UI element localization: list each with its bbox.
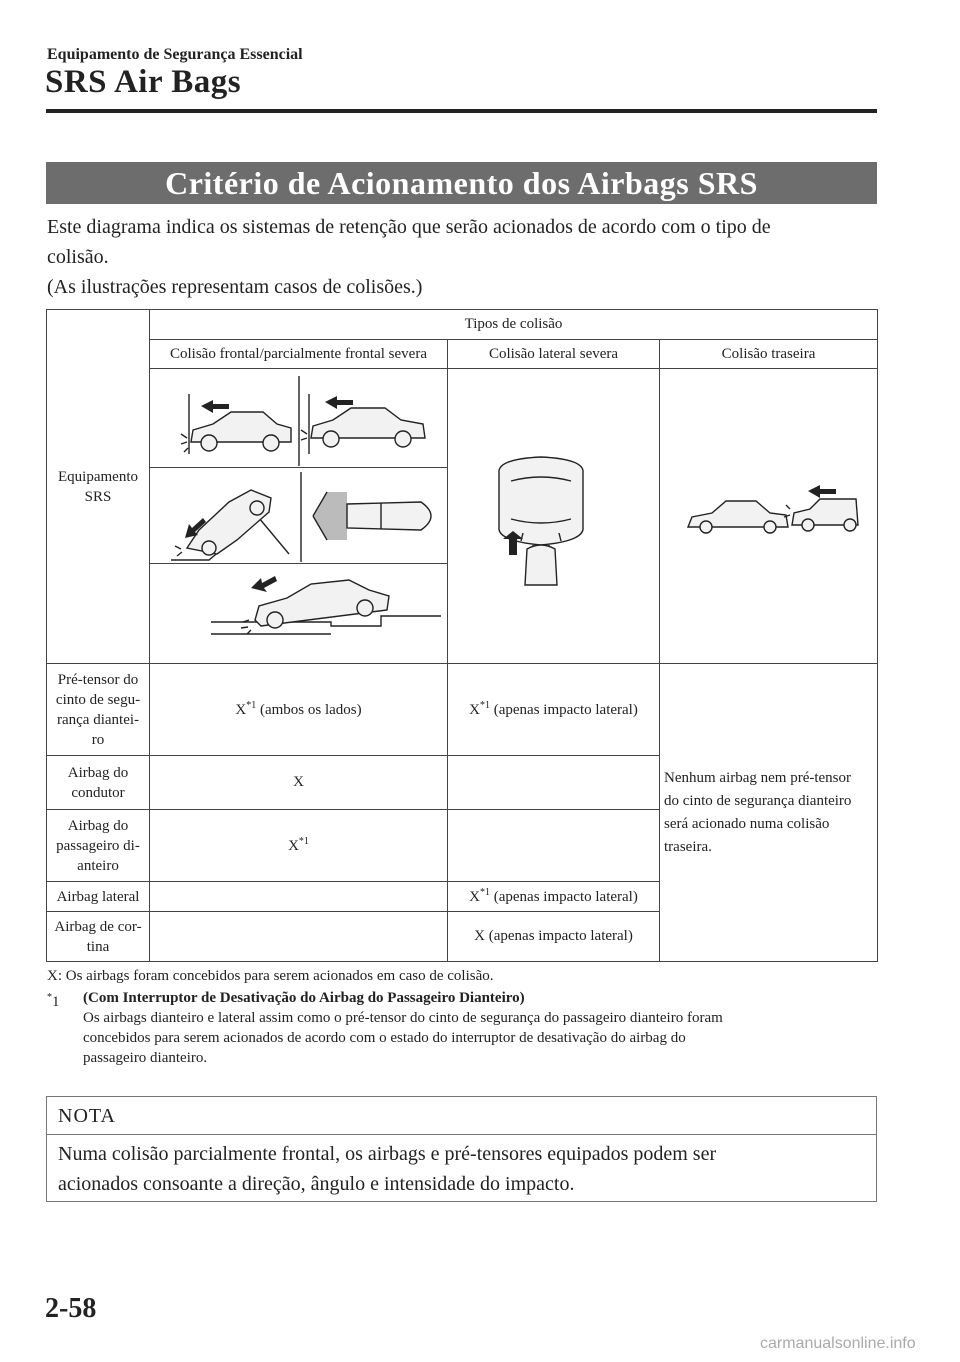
note-body	[47, 1135, 876, 1203]
row-label-pretensioner-line-2: cinto de segu-	[55, 691, 141, 708]
row-label-driver-airbag	[47, 756, 150, 810]
passenger-frontal-cell	[150, 810, 448, 882]
row-label-passenger-airbag	[47, 810, 150, 882]
row-label-pretensioner-line-3: rança diantei-	[56, 711, 140, 728]
watermark: carmanualsonline.info	[760, 1335, 916, 1352]
footnote-1-line-1: Os airbags dianteiro e lateral assim como o pré-tensor do cinto de segurança do passageiro dianteiro foram	[83, 1010, 723, 1026]
note-heading: NOTA	[47, 1097, 876, 1135]
footnote-1-number: 1	[52, 994, 60, 1010]
row-label-pretensioner-line-4: ro	[91, 731, 105, 748]
intro-paragraph	[47, 212, 877, 302]
pretensioner-frontal-footnote-ref: *1	[246, 700, 257, 711]
intro-line-1: Este diagrama indica os sistemas de retenção que serão acionados de acordo com o tipo de	[47, 216, 771, 238]
footnote-1-star: *	[47, 992, 52, 1003]
footnote-1-marker	[47, 988, 83, 1068]
row-label-curtain-line-1: Airbag de cor-	[54, 918, 142, 935]
side-airbag-side-detail: (apenas impacto lateral)	[493, 889, 638, 905]
rear-note-line-1: Nenhum airbag nem pré-tensor	[664, 769, 852, 786]
rear-collision-illustration	[660, 369, 878, 664]
collision-types-header: Tipos de colisão	[150, 310, 878, 340]
frontal-illustrations	[150, 369, 448, 664]
col-header-side: Colisão lateral severa	[448, 340, 660, 369]
equipment-header-line-1: Equipamento	[58, 468, 138, 485]
row-label-side-airbag: Airbag lateral	[47, 882, 150, 912]
frontal-curb-illustration	[150, 564, 447, 660]
equipment-header-line-2: SRS	[84, 488, 112, 505]
passenger-side-cell	[448, 810, 660, 882]
col-header-rear: Colisão traseira	[660, 340, 878, 369]
frontal-angle-illustration	[150, 468, 447, 564]
rear-note-line-2: do cinto de segurança dianteiro	[664, 792, 852, 809]
pretensioner-side-cell	[448, 664, 660, 756]
driver-side-cell	[448, 756, 660, 810]
note-line-1: Numa colisão parcialmente frontal, os airbags e pré-tensores equipados podem ser	[58, 1143, 717, 1165]
row-label-passenger-line-1: Airbag do	[67, 817, 129, 834]
section-banner: Critério de Acionamento dos Airbags SRS	[46, 162, 877, 204]
pretensioner-frontal-cell	[150, 664, 448, 756]
side-airbag-side-mark: X	[469, 889, 480, 905]
row-label-passenger-line-3: anteiro	[77, 857, 119, 874]
side-collision-illustration	[448, 369, 660, 664]
frontal-barrier-illustration	[150, 372, 447, 468]
row-label-driver-line-1: Airbag do	[67, 764, 129, 781]
pretensioner-side-mark: X	[469, 702, 480, 718]
passenger-frontal-footnote-ref: *1	[298, 836, 309, 847]
pretensioner-side-footnote-ref: *1	[480, 700, 490, 711]
footnote-1-body	[83, 988, 877, 1068]
col-header-frontal: Colisão frontal/parcialmente frontal severa	[150, 340, 448, 369]
row-label-pretensioner	[47, 664, 150, 756]
row-label-passenger-line-2: passageiro di-	[56, 837, 140, 854]
side-airbag-side-cell	[448, 882, 660, 912]
side-airbag-footnote-ref: *1	[480, 887, 490, 898]
pretensioner-side-detail: (apenas impacto lateral)	[493, 702, 638, 718]
chapter-title: SRS Air Bags	[45, 64, 242, 100]
section-label: Equipamento de Segurança Essencial	[47, 46, 303, 63]
row-label-driver-line-2: condutor	[71, 784, 125, 801]
footnote-1-line-2: concebidos para serem acionados de acordo com o estado do interruptor de desativação do airbag do	[83, 1030, 686, 1046]
side-airbag-frontal-cell	[150, 882, 448, 912]
note-box	[46, 1096, 877, 1202]
footnote-1-line-3: passageiro dianteiro.	[83, 1050, 208, 1066]
row-label-pretensioner-line-1: Pré-tensor do	[57, 671, 139, 688]
airbag-deployment-table	[46, 309, 878, 962]
driver-frontal-cell: X	[150, 756, 448, 810]
footnote-1-title: (Com Interruptor de Desativação do Airbag do Passageiro Dianteiro)	[83, 990, 525, 1006]
chapter-divider	[46, 109, 877, 113]
rear-collision-note	[660, 664, 878, 962]
pretensioner-frontal-mark: X	[235, 702, 247, 718]
rear-note-line-3: será acionado numa colisão	[664, 815, 830, 832]
pretensioner-frontal-detail: (ambos os lados)	[259, 702, 362, 718]
intro-line-2: colisão.	[47, 246, 109, 268]
footnotes	[47, 966, 877, 1068]
curtain-frontal-cell	[150, 912, 448, 962]
row-label-curtain-airbag	[47, 912, 150, 962]
note-line-2: acionados consoante a direção, ângulo e intensidade do impacto.	[58, 1173, 575, 1195]
footnote-legend: X: Os airbags foram concebidos para serem acionados em caso de colisão.	[47, 968, 494, 984]
rear-note-line-4: traseira.	[664, 838, 712, 855]
row-label-curtain-line-2: tina	[86, 938, 110, 955]
footnote-1	[47, 988, 877, 1068]
page-number: 2-58	[45, 1293, 97, 1324]
equipment-header	[47, 310, 150, 664]
curtain-side-cell: X (apenas impacto lateral)	[448, 912, 660, 962]
passenger-frontal-mark: X	[288, 838, 299, 854]
intro-line-3: (As ilustrações representam casos de colisões.)	[47, 276, 423, 298]
